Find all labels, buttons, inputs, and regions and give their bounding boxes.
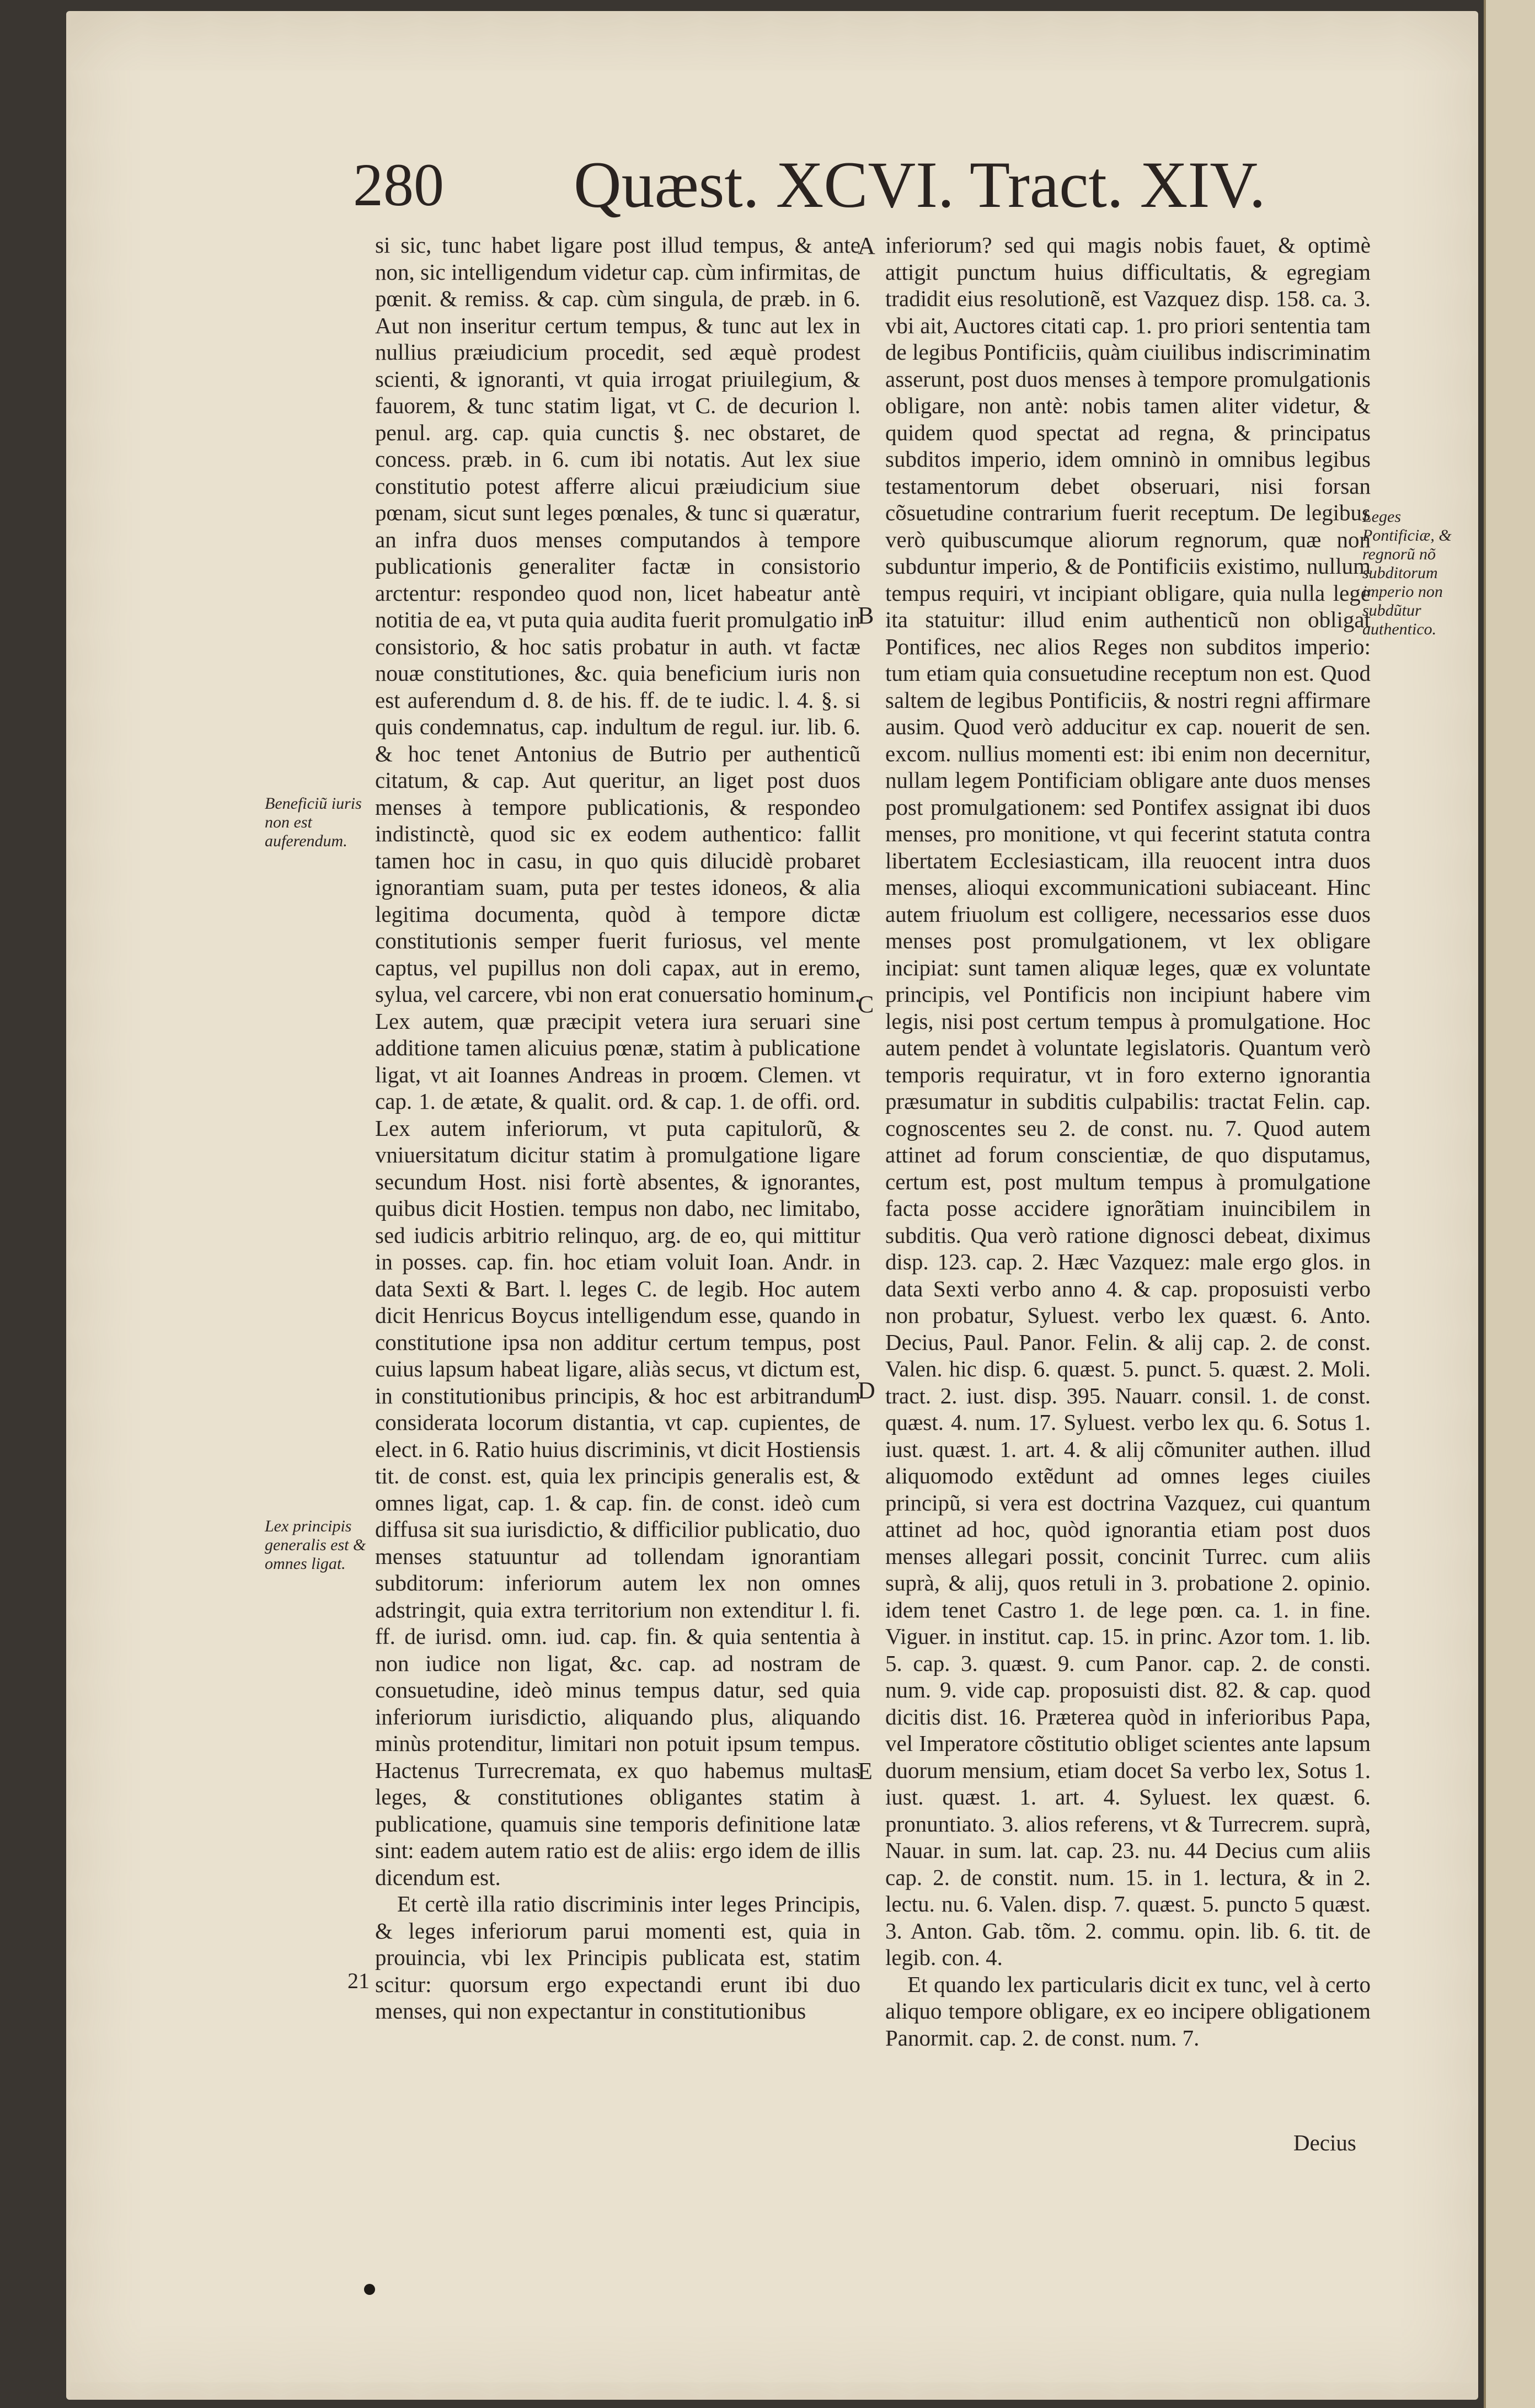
- left-text-column: [375, 232, 860, 2074]
- page-number: 280: [353, 151, 444, 218]
- facing-page-edge: [1484, 0, 1535, 2408]
- body-paragraph: Et certè illa ratio discriminis inter leges Principis, & leges inferiorum parui momenti est, quia in prouincia, vbi lex Principis publicata est, statim scitur: quorsum ergo expectandi erunt ibi duo menses, qui non expectantur in constitutionibus: [375, 1891, 860, 2023]
- right-text-column: [885, 232, 1371, 2107]
- body-paragraph: inferiorum? sed qui magis nobis fauet, & optimè attigit punctum huius difficultatis, & egregiam tradidit eius resolutionẽ, est Vazquez disp. 158. ca. 3. vbi ait, Auctores citati cap. 1. pro priori sententia tam de legibus Pontificiis, quàm ciuilibus indiscriminatim asserunt, post duos menses à tempore promulgationis obligare, non antè: nobis tamen aliter videtur, & quidem quod spectat ad regna, & principatus subditos imperio, idem omninò in omnibus legibus testamentorum debet obseruari, nisi forsan cõsuetudine contrarium fuerit receptum. De legibus verò quibuscumque aliorum regnorum, quæ non subduntur imperio, & de Pontificiis existimo, nullum tempus requiri, vt incipiant obligare, quia nulla lege ita statuitur: illud enim authenticũ non obligat Pontifices, nec alios Reges non subditos imperio: tum etiam quia consuetudine receptum non est. Quod saltem de legibus Pontificiis, & nostri regni affirmare ausim. Quod verò adducitur ex cap. nouerit de sen. excom. nullius momenti est: ibi enim non decernitur, nullam legem Pontificiam obligare ante duos menses post promulgationem: sed Pontifex assignat ibi duos menses, pro monitione, vt qui fecerint statuta contra libertatem Ecclesiasticam, illa reuocent intra duos menses, alioqui excommunicationi subiaceant. Hinc autem friuolum est colligere, necessarios esse duos menses post promulgationem, vt lex obligare incipiat: sunt tamen aliquæ leges, quæ ex voluntate principis, vel Pontificis non incipiunt habere vim legis, nisi post certum tempus à promulgatione. Hoc autem pendet à voluntate legislatoris. Quantum verò temporis requiratur, vt in foro externo ignorantia præsumatur in subditis culpabilis: tractat Felin. cap. cognoscentes seu 2. de const. nu. 7. Quod autem attinet ad forum conscientiæ, de quo disputamus, certum est, post multum tempus à promulgatione facta posse accidere ignorãtiam inuincibilem in subditis. Qua verò ratione dignosci debeat, diximus disp. 123. cap. 2. Hæc Vazquez: male ergo glos. in data Sexti verbo anno 4. & cap. proposuisti verbo non probatur, Syluest. verbo lex quæst. 6. Anto. Decius, Paul. Panor. Felin. & alij cap. 2. de const. Valen. hic disp. 6. quæst. 5. punct. 5. quæst. 2. Moli. tract. 2. iust. disp. 395. Nauarr. consil. 1. de const. quæst. 4. num. 17. Syluest. verbo lex qu. 6. Sotus 1. iust. quæst. 1. art. 4. & alij cõmuniter authen. illud aliquomodo extẽdunt ad omnes leges ciuiles principũ, si vera est doctrina Vazquez, cui quantum attinet ad hoc, quòd ignorantia etiam post duos menses allegari possit, concinit Turrec. cum aliis suprà, & alij, quos retuli in 3. probatione 2. opinio. idem tenet Castro 1. de lege pœn. ca. 1. in fine. Viguer. in institut. cap. 15. in princ. Azor tom. 1. lib. 5. cap. 3. quæst. 9. cum Panor. cap. 2. de consti. num. 9. vide cap. proposuisti dist. 82. & cap. quod dicitis dist. 16. Præterea quòd in inferioribus Papa, vel Imperatore cõstitutio obliget scientes ante lapsum duorum mensium, etiam docet Sa verbo lex, Sotus 1. iust. quæst. 1. art. 4. Syluest. lex quæst. 6. pronuntiato. 3. alios referens, vt & Turrecrem. suprà, Nauar. in sum. lat. cap. 23. nu. 44 Decius cum aliis cap. 2. de constit. num. 15. in 1. lectura, & in 2. lectu. nu. 6. Valen. disp. 7. quæst. 5. puncto 5 quæst. 3. Anton. Gab. tõm. 2. commu. opin. lib. 6. tit. de legib. con. 4.: [885, 232, 1371, 1970]
- margin-letter-c: C: [858, 991, 874, 1018]
- catchword: Decius: [1293, 2130, 1356, 2155]
- ink-spot: [364, 2284, 375, 2295]
- body-paragraph: Et quando lex particularis dicit ex tunc, vel à certo aliquo tempore obligare, ex eo incipere obligationem Panormit. cap. 2. de const. num. 7.: [885, 1971, 1371, 2051]
- margin-note: Lex principis generalis est & omnes ligat.: [265, 1517, 366, 1573]
- paragraph-number: 21: [347, 1968, 370, 1993]
- margin-letter-b: B: [858, 602, 874, 629]
- running-title: Quæst. XCVI. Tract. XIV.: [574, 148, 1266, 221]
- margin-letter-a: A: [858, 232, 875, 259]
- margin-note: Beneficiũ iuris non est auferendum.: [265, 794, 362, 850]
- page-header: [353, 143, 1291, 226]
- margin-note: Leges Pontificiæ, & regnorũ nõ subditorum imperio non subdũtur authentico.: [1362, 508, 1452, 638]
- body-paragraph: si sic, tunc habet ligare post illud tempus, & ante non, sic intelligendum videtur cap. cùm infirmitas, de pœnit. & remiss. & cap. cùm singula, de præb. in 6. Aut non inseritur certum tempus, & tunc aut lex in nullius præiudicium procedit, sed æquè prodest scienti, & ignoranti, vt quia irrogat priuilegium, & fauorem, & tunc statim ligat, vt C. de decurion l. penul. arg. cap. quia cunctis §. nec obstaret, de concess. præb. in 6. cum ibi notatis. Aut lex siue constitutio potest afferre alicui præiudicium siue pœnam, sicut sunt leges pœnales, & tunc si quæratur, an infra duos menses computandos à tempore publicationis generaliter factæ in consistorio arctentur: respondeo quod non, licet habeatur antè notitia de ea, vt puta quia audita fuerit promulgatio in consistorio, & hoc satis probatur in auth. vt factæ nouæ constitutiones, &c. quia beneficium iuris non est auferendum d. 8. de his. ff. de te iudic. l. 4. §. si quis condemnatus, cap. indultum de regul. iur. lib. 6. & hoc tenet Antonius de Butrio per authenticũ citatum, & cap. Aut queritur, an liget post duos menses à tempore publicationis, & respondeo indistinctè, quod sic ex eodem authentico: fallit tamen hoc in casu, in quo quis dilucidè probaret ignorantiam suam, puta per testes idoneos, & alia legitima documenta, quòd à tempore dictæ constitutionis semper fuerit furiosus, vel mente captus, vel pupillus non doli capax, aut in eremo, sylua, vel carcere, vbi non erat conuersatio hominum. Lex autem, quæ præcipit vetera iura seruari sine additione tamen alicuius pœnæ, statim à publicatione ligat, vt ait Ioannes Andreas in proœm. Clemen. vt cap. 1. de ætate, & qualit. ord. & cap. 1. de offi. ord. Lex autem inferiorum, vt puta capitulorũ, & vniuersitatum dicitur statim à promulgatione ligare secundum Host. nisi fortè absentes, & ignorantes, quibus dicit Hostien. tempus non dabo, nec limitabo, sed iudicis arbitrio relinquo, arg. de eo, qui mittitur in posses. cap. fin. hoc etiam voluit Ioan. Andr. in data Sexti & Bart. l. leges C. de legib. Hoc autem dicit Henricus Boycus intelligendum esse, quando in constitutione ipsa non additur certum tempus, post cuius lapsum habeat ligare, aliàs secus, vt dictum est, in constitutionibus principis, & hoc est arbitrandum considerata locorum distantia, vt cap. cupientes, de elect. in 6. Ratio huius discriminis, vt dicit Hostiensis tit. de const. est, quia lex principis generalis est, & omnes ligat, cap. 1. & cap. fin. de const. ideò cum diffusa sit sua iurisdictio, & difficilior publicatio, duo menses statuuntur ad tollendam ignorantiam subditorum: inferiorum autem lex non omnes adstringit, quia extra territorium non extenditur l. fi. ff. de iurisd. omn. iud. cap. fin. & quia sententia à non iudice non ligat, &c. cap. ad nostram de consuetudine, ideò minus tempus datur, sed quia inferiorum iurisdictio, aliquando plus, aliquando minùs protenditur, limitari non potuit ipsum tempus. Hactenus Turrecremata, ex quo habemus multas leges, & constitutiones obligantes statim à publicatione, quamuis sine temporis definitione latæ sint: eadem autem ratio est de aliis: ergo idem de illis dicendum est.: [375, 232, 860, 1890]
- margin-letter-e: E: [858, 1758, 873, 1785]
- margin-letter-d: D: [858, 1377, 875, 1404]
